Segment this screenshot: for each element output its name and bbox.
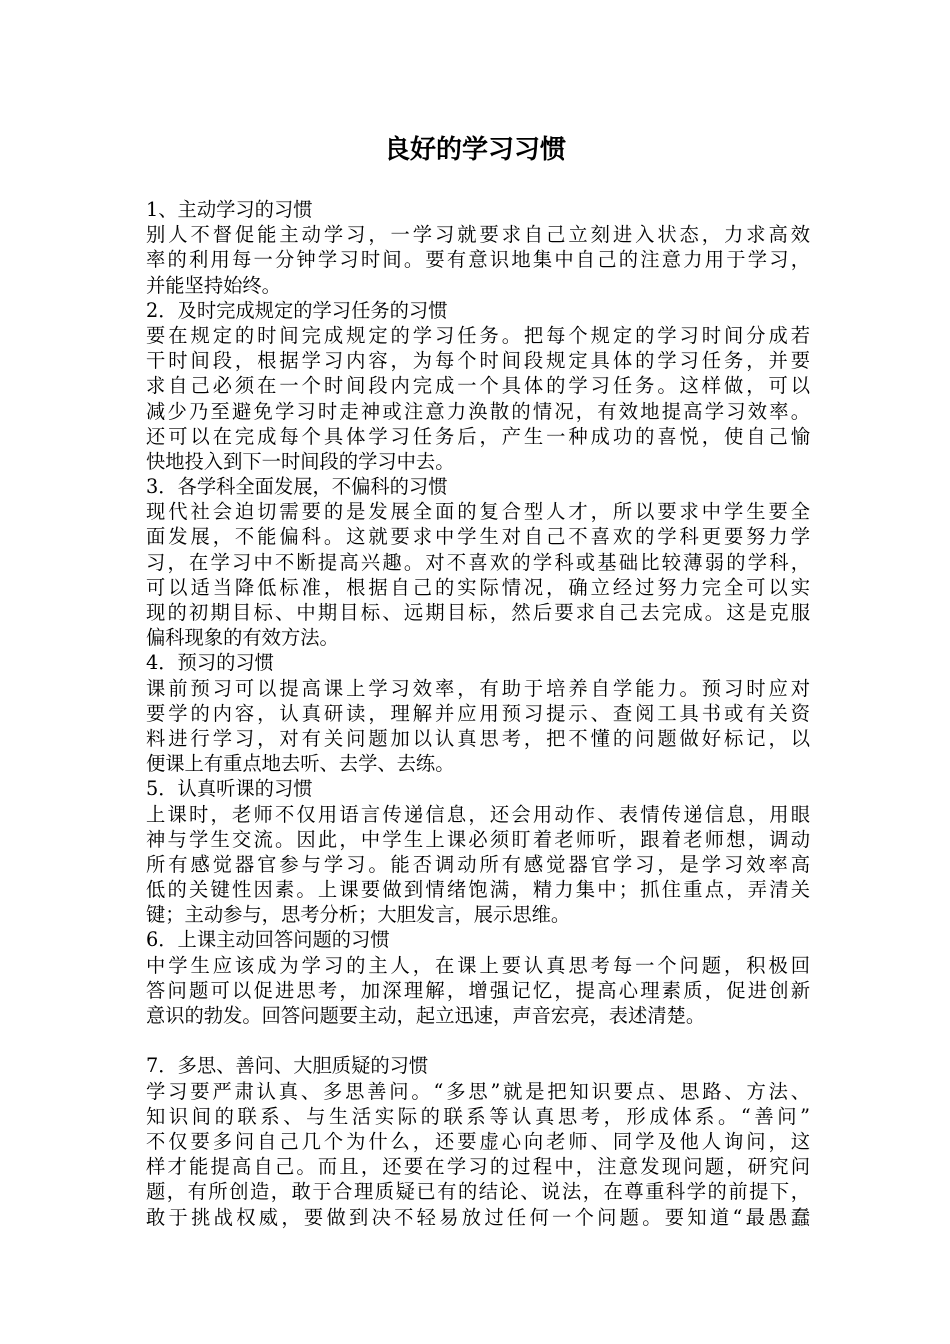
text-line: 知识间的联系、与生活实际的联系等认真思考，形成体系。“善问” (146, 1104, 810, 1128)
text-line: 课前预习可以提高课上学习效率，有助于培养自学能力。预习时应对 (146, 676, 810, 700)
text-line: 神与学生交流。因此，中学生上课必须盯着老师听，跟着老师想，调动 (146, 827, 810, 851)
text-line: 面发展，不能偏科。这就要求中学生对自己不喜欢的学科更要努力学 (146, 525, 810, 549)
blank-line (146, 1028, 810, 1053)
text-line: 并能坚持始终。 (146, 273, 281, 297)
text-line: 现代社会迫切需要的是发展全面的复合型人才，所以要求中学生要全 (146, 500, 810, 524)
text-line: 还可以在完成每个具体学习任务后，产生一种成功的喜悦，使自己愉 (146, 424, 810, 448)
text-line: 现的初期目标、中期目标、远期目标，然后要求自己去完成。这是克服 (146, 601, 810, 624)
text-line: 别人不督促能主动学习，一学习就要求自己立刻进入状态，力求高效 (146, 223, 810, 247)
text-line: 键；主动参与，思考分析；大胆发言，展示思维。 (146, 903, 571, 927)
text-line: 要在规定的时间完成规定的学习任务。把每个规定的学习时间分成若 (146, 323, 810, 347)
text-line: 样才能提高自己。而且，还要在学习的过程中，注意发现问题，研究问 (146, 1155, 810, 1179)
text-line: 学习要严肃认真、多思善问。“多思”就是把知识要点、思路、方法、 (146, 1079, 810, 1103)
text-line: 3．各学科全面发展，不偏科的习惯 (146, 475, 448, 499)
text-line: 所有感觉器官参与学习。能否调动所有感觉器官学习，是学习效率高 (146, 852, 810, 876)
text-line: 便课上有重点地去听、去学、去练。 (146, 752, 455, 776)
document-body (146, 197, 810, 1230)
text-line: 率的利用每一分钟学习时间。要有意识地集中自己的注意力用于学习， (146, 248, 810, 272)
text-line: 上课时，老师不仅用语言传递信息，还会用动作、表情传递信息，用眼 (146, 802, 810, 826)
text-line: 2．及时完成规定的学习任务的习惯 (146, 298, 448, 322)
text-line: 减少乃至避免学习时走神或注意力涣散的情况，有效地提高学习效率。 (146, 399, 810, 423)
text-line: 要学的内容，认真研读，理解并应用预习提示、查阅工具书或有关资 (146, 701, 810, 725)
text-line: 4．预习的习惯 (146, 651, 274, 675)
text-line: 中学生应该成为学习的主人，在课上要认真思考每一个问题，积极回 (146, 953, 810, 977)
text-line: 7．多思、善问、大胆质疑的习惯 (146, 1054, 429, 1078)
text-line: 低的关键性因素。上课要做到情绪饱满，精力集中；抓住重点，弄清关 (146, 878, 810, 902)
text-line: 6．上课主动回答问题的习惯 (146, 928, 390, 952)
text-line: 1、主动学习的习惯 (146, 198, 313, 221)
text-line: 料进行学习，对有关问题加以认真思考，把不懂的问题做好标记，以 (146, 726, 810, 750)
text-line: 习，在学习中不断提高兴趣。对不喜欢的学科或基础比较薄弱的学科， (146, 550, 810, 574)
text-line: 题，有所创造，敢于合理质疑已有的结论、说法，在尊重科学的前提下， (146, 1180, 810, 1204)
text-line: 干时间段，根据学习内容，为每个时间段规定具体的学习任务，并要 (146, 349, 810, 373)
text-line: 不仅要多问自己几个为什么，还要虚心向老师、同学及他人询问，这 (146, 1129, 810, 1153)
document-title: 良好的学习习惯 (383, 135, 566, 165)
text-line: 敢于挑战权威，要做到决不轻易放过任何一个问题。要知道“最愚蠢 (146, 1205, 810, 1229)
text-line: 意识的勃发。回答问题要主动，起立迅速，声音宏亮，表述清楚。 (146, 1004, 706, 1027)
text-line: 偏科现象的有效方法。 (146, 626, 339, 650)
text-line: 5．认真听课的习惯 (146, 777, 313, 801)
text-line: 答问题可以促进思考，加深理解，增强记忆，提高心理素质，促进创新 (146, 978, 810, 1002)
text-line: 求自己必须在一个时间段内完成一个具体的学习任务。这样做，可以 (146, 374, 810, 398)
text-line: 可以适当降低标准，根据自己的实际情况，确立经过努力完全可以实 (146, 575, 810, 599)
text-line: 快地投入到下一时间段的学习中去。 (146, 449, 455, 473)
